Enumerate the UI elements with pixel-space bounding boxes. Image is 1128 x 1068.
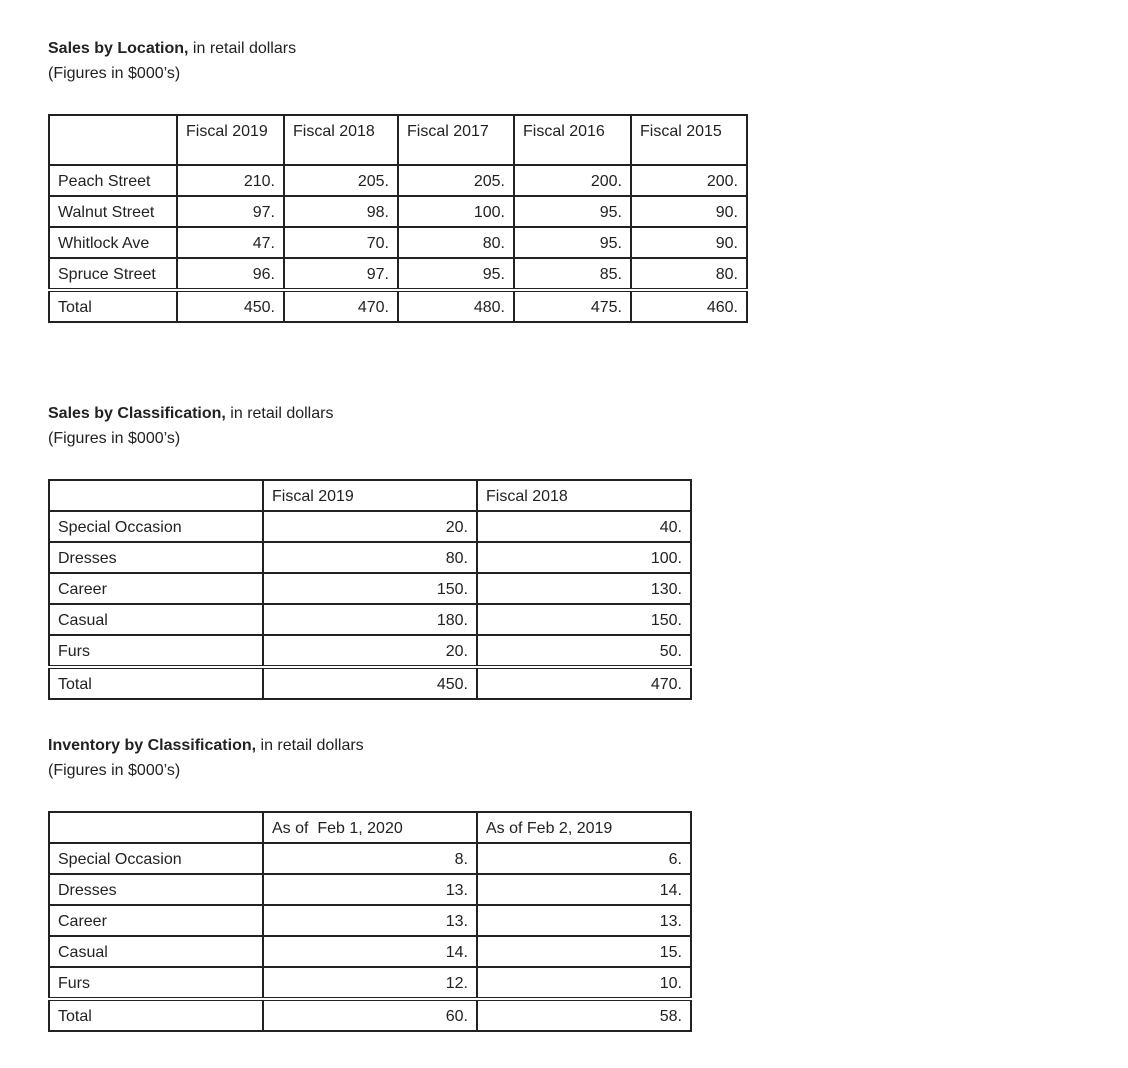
value-cell: 180.	[263, 604, 477, 635]
value-cell: 100.	[398, 196, 514, 227]
value-cell: 80.	[263, 542, 477, 573]
value-cell: 15.	[477, 936, 691, 967]
sales-by-classification-table	[48, 479, 692, 700]
row-label: Total	[49, 667, 263, 699]
section-subtitle: (Figures in $000’s)	[48, 430, 181, 447]
value-cell: 85.	[514, 258, 631, 290]
row-label: Walnut Street	[49, 196, 177, 227]
value-cell: 80.	[631, 258, 747, 290]
table-row	[49, 843, 691, 874]
value-cell: 8.	[263, 843, 477, 874]
value-cell: 12.	[263, 967, 477, 999]
table-row	[49, 604, 691, 635]
value-cell: 58.	[477, 999, 691, 1031]
row-label: Whitlock Ave	[49, 227, 177, 258]
row-label: Dresses	[49, 542, 263, 573]
table-row	[49, 967, 691, 999]
value-cell: 40.	[477, 511, 691, 542]
table-row	[49, 573, 691, 604]
value-cell: 96.	[177, 258, 284, 290]
row-label: Total	[49, 999, 263, 1031]
value-cell: 97.	[177, 196, 284, 227]
value-cell: 14.	[263, 936, 477, 967]
value-cell: 97.	[284, 258, 398, 290]
value-cell: 130.	[477, 573, 691, 604]
table-header-row	[49, 115, 747, 165]
value-cell: 470.	[284, 290, 398, 322]
value-cell: 20.	[263, 511, 477, 542]
value-cell: 150.	[477, 604, 691, 635]
header-cell	[49, 480, 263, 511]
header-cell	[49, 812, 263, 843]
value-cell: 480.	[398, 290, 514, 322]
value-cell: 95.	[514, 227, 631, 258]
row-label: Furs	[49, 967, 263, 999]
row-label: Special Occasion	[49, 843, 263, 874]
value-cell: 90.	[631, 227, 747, 258]
inventory-by-classification-table	[48, 811, 692, 1032]
section-subtitle: (Figures in $000’s)	[48, 65, 181, 82]
value-cell: 14.	[477, 874, 691, 905]
section-title: Sales by Classification, in retail dollars	[48, 405, 334, 422]
inventory-by-classification-heading	[48, 733, 364, 783]
header-cell: As of Feb 1, 2020	[263, 812, 477, 843]
row-label: Spruce Street	[49, 258, 177, 290]
row-label: Casual	[49, 604, 263, 635]
value-cell: 200.	[514, 165, 631, 196]
row-label: Peach Street	[49, 165, 177, 196]
value-cell: 70.	[284, 227, 398, 258]
value-cell: 6.	[477, 843, 691, 874]
row-label: Career	[49, 905, 263, 936]
total-row	[49, 667, 691, 699]
value-cell: 95.	[398, 258, 514, 290]
sales-by-classification-heading	[48, 401, 333, 451]
table-row	[49, 635, 691, 667]
value-cell: 460.	[631, 290, 747, 322]
section-title: Inventory by Classification, in retail dollars	[48, 737, 364, 754]
table-row	[49, 511, 691, 542]
value-cell: 450.	[177, 290, 284, 322]
value-cell: 100.	[477, 542, 691, 573]
table-row	[49, 905, 691, 936]
table-row	[49, 165, 747, 196]
table-row	[49, 874, 691, 905]
value-cell: 205.	[284, 165, 398, 196]
value-cell: 150.	[263, 573, 477, 604]
total-row	[49, 999, 691, 1031]
value-cell: 450.	[263, 667, 477, 699]
value-cell: 13.	[263, 874, 477, 905]
table-row	[49, 196, 747, 227]
header-cell: Fiscal 2018	[477, 480, 691, 511]
total-row	[49, 290, 747, 322]
section-subtitle: (Figures in $000’s)	[48, 762, 181, 779]
value-cell: 13.	[263, 905, 477, 936]
table-row	[49, 936, 691, 967]
value-cell: 470.	[477, 667, 691, 699]
value-cell: 90.	[631, 196, 747, 227]
sales-by-location-heading	[48, 36, 296, 86]
value-cell: 95.	[514, 196, 631, 227]
sales-by-location-table	[48, 114, 748, 323]
header-cell: Fiscal 2018	[284, 115, 398, 165]
value-cell: 60.	[263, 999, 477, 1031]
value-cell: 47.	[177, 227, 284, 258]
table-row	[49, 542, 691, 573]
header-cell: Fiscal 2019	[177, 115, 284, 165]
row-label: Special Occasion	[49, 511, 263, 542]
table-row	[49, 258, 747, 290]
header-cell: Fiscal 2019	[263, 480, 477, 511]
table-header-row	[49, 480, 691, 511]
table-row	[49, 227, 747, 258]
row-label: Dresses	[49, 874, 263, 905]
table-header-row	[49, 812, 691, 843]
header-cell: Fiscal 2016	[514, 115, 631, 165]
value-cell: 475.	[514, 290, 631, 322]
header-cell: As of Feb 2, 2019	[477, 812, 691, 843]
value-cell: 20.	[263, 635, 477, 667]
row-label: Career	[49, 573, 263, 604]
section-title: Sales by Location, in retail dollars	[48, 40, 297, 57]
header-cell: Fiscal 2017	[398, 115, 514, 165]
value-cell: 200.	[631, 165, 747, 196]
value-cell: 205.	[398, 165, 514, 196]
row-label: Furs	[49, 635, 263, 667]
value-cell: 80.	[398, 227, 514, 258]
value-cell: 98.	[284, 196, 398, 227]
row-label: Casual	[49, 936, 263, 967]
header-cell: Fiscal 2015	[631, 115, 747, 165]
row-label: Total	[49, 290, 177, 322]
value-cell: 10.	[477, 967, 691, 999]
value-cell: 210.	[177, 165, 284, 196]
value-cell: 50.	[477, 635, 691, 667]
header-cell	[49, 115, 177, 165]
value-cell: 13.	[477, 905, 691, 936]
